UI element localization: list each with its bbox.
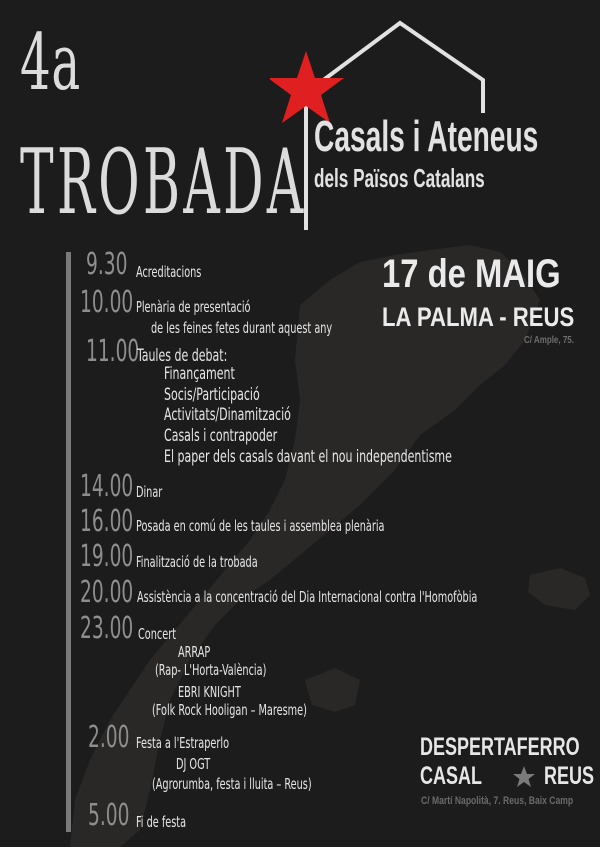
dj-act-detail: (Agrorumba, festa i lluita – Reus) — [152, 775, 312, 793]
schedule-item: Plenària de presentació — [136, 298, 251, 316]
schedule-item-continued: de les feines fetes durant aquest any — [151, 319, 333, 337]
star-icon — [512, 765, 536, 789]
event-place: LA PALMA - REUS — [382, 302, 575, 332]
concert-act-name: ARRAP — [178, 643, 211, 661]
schedule-time: 5.00 — [88, 798, 130, 833]
schedule-item: Posada en comú de les taules i assemblea plenària — [136, 517, 385, 535]
schedule-time: 16.00 — [80, 504, 134, 539]
schedule-item: Festa a l'Estraperlo — [136, 734, 230, 752]
concert-act-detail: (Rap- L'Horta-València) — [155, 661, 267, 679]
debate-topic: Casals i contrapoder — [164, 426, 278, 446]
schedule-time: 23.00 — [80, 611, 134, 646]
schedule-item: Fi de festa — [136, 813, 187, 831]
schedule-time: 9.30 — [86, 247, 128, 282]
schedule-time: 19.00 — [80, 539, 134, 574]
debate-topic: Finançament — [164, 364, 235, 384]
schedule-time: 14.00 — [80, 469, 134, 504]
timeline-bar — [66, 252, 71, 832]
logo-subtitle: dels Països Catalans — [314, 163, 485, 193]
organizer-address: C/ Martí Napolità, 7. Reus, Baix Camp — [421, 795, 574, 807]
schedule-item: Acreditacions — [136, 263, 202, 281]
concert-act-name: EBRI KNIGHT — [178, 683, 241, 701]
organizer-name: DESPERTAFERRO — [420, 733, 580, 761]
dj-act-name: DJ OGT — [176, 755, 211, 773]
organizer-reus-label: REUS — [544, 762, 595, 790]
logo-title: Casals i Ateneus — [314, 112, 539, 161]
debate-topic: Activitats/Dinamització — [164, 405, 291, 425]
page-title: TROBADA — [20, 130, 307, 235]
event-address: C/ Ample, 75. — [524, 335, 574, 346]
schedule-time: 11.00 — [86, 334, 140, 369]
debate-topic: El paper dels casals davant el nou independentisme — [164, 447, 452, 467]
concert-act-detail: (Folk Rock Hooligan – Maresme) — [152, 701, 307, 719]
schedule-time: 10.00 — [80, 285, 134, 320]
event-date: 17 de MAIG — [382, 252, 561, 296]
schedule-item: Taules de debat: — [137, 346, 228, 366]
schedule-time: 2.00 — [88, 720, 130, 755]
debate-topic: Socis/Participació — [164, 385, 260, 405]
schedule-item: Finalització de la trobada — [136, 553, 258, 571]
edition-number: 4a — [20, 18, 81, 108]
schedule-item: Assistència a la concentració del Dia Internacional contra l'Homofòbia — [137, 588, 478, 606]
schedule-item: Concert — [138, 625, 177, 643]
schedule-time: 20.00 — [80, 575, 134, 610]
schedule-item: Dinar — [136, 483, 163, 501]
organizer-casal-label: CASAL — [420, 762, 482, 790]
